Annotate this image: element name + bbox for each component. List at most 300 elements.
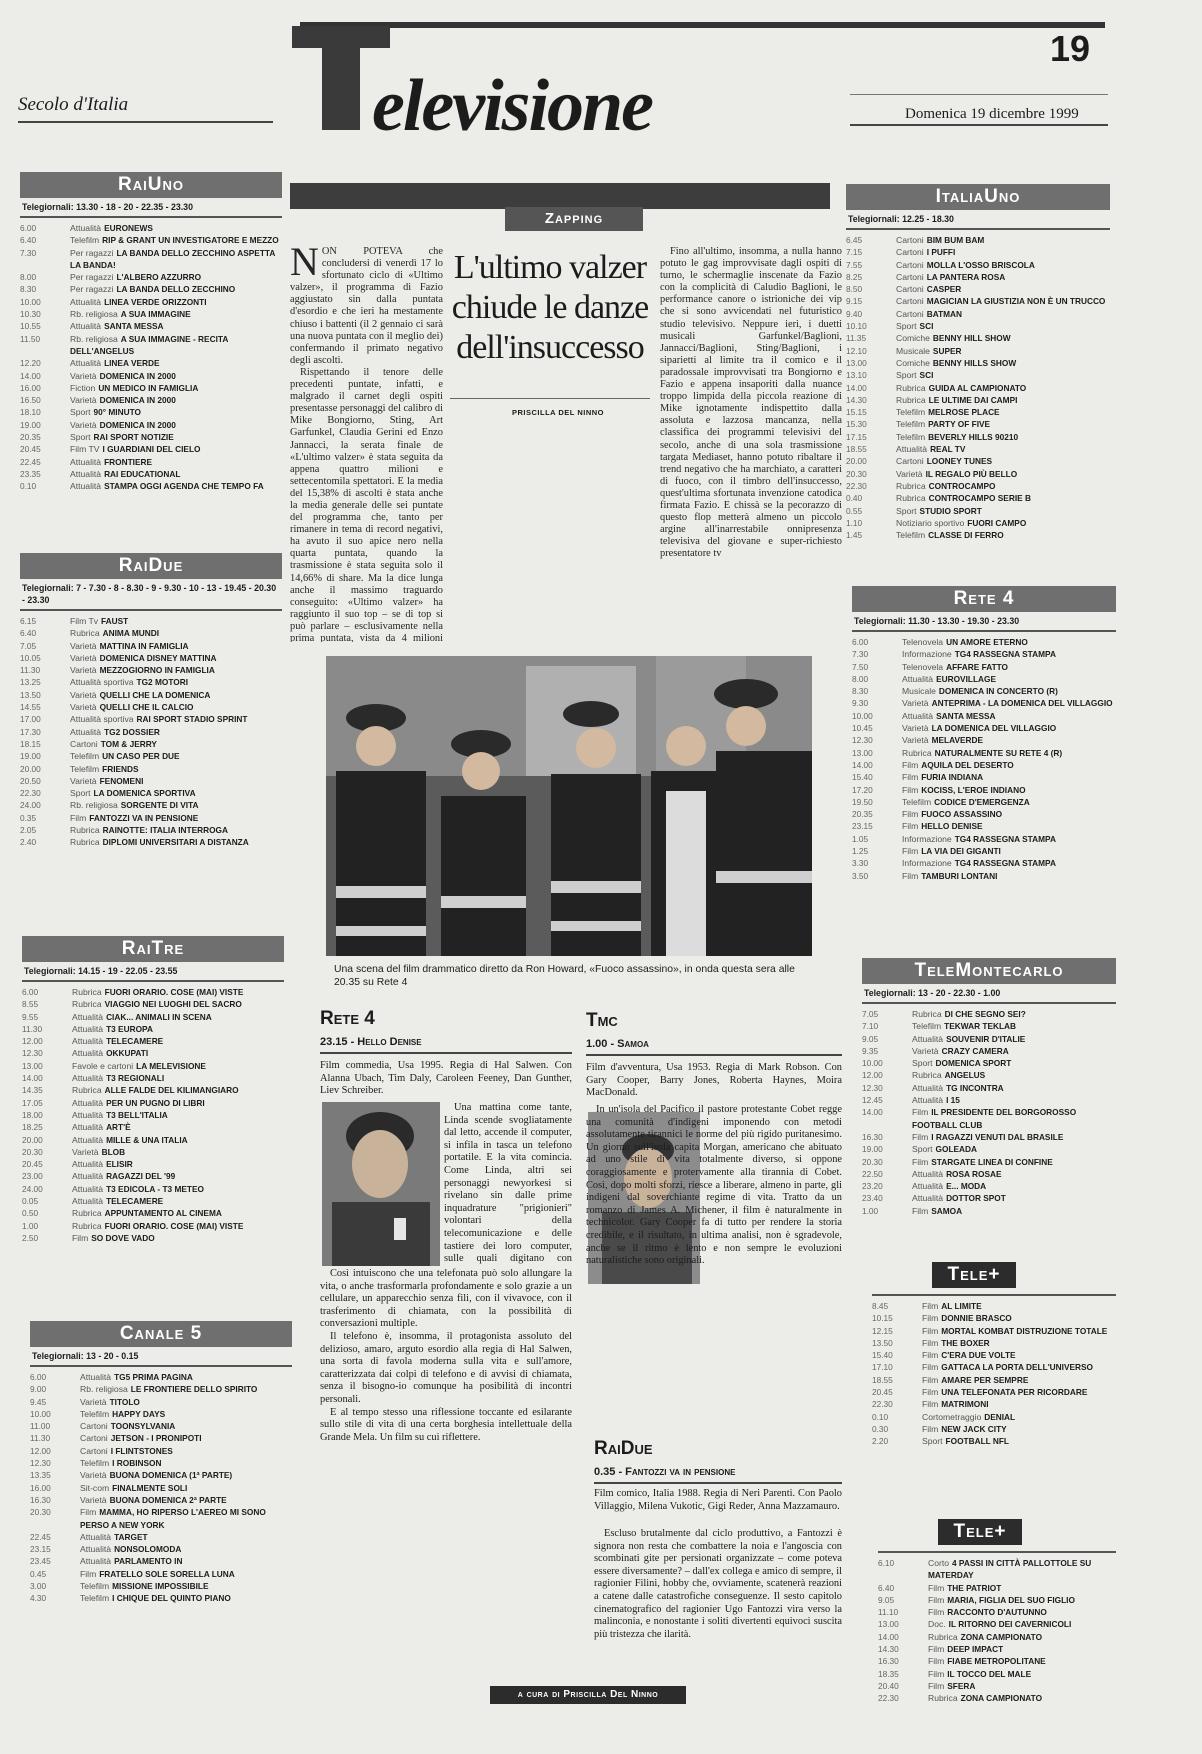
- schedule-row: [20, 763, 282, 775]
- schedule-entry: [912, 1082, 1004, 1094]
- schedule-time: 9.15: [846, 296, 863, 307]
- schedule-entry: [72, 1023, 153, 1035]
- schedule-program: CODICE D'EMERGENZA: [934, 796, 1030, 807]
- schedule-time: 10.05: [20, 652, 41, 663]
- schedule-row: [20, 419, 282, 431]
- schedule-genre: Attualità: [912, 1168, 944, 1179]
- schedule-genre: Film: [902, 846, 919, 857]
- schedule-time: 16.30: [862, 1131, 883, 1142]
- schedule-time: 10.45: [852, 723, 873, 734]
- schedule-row: [862, 1205, 1116, 1217]
- schedule-genre: Telefilm: [80, 1458, 110, 1469]
- schedule-genre: Cartoni: [80, 1421, 108, 1432]
- schedule-entry: [902, 808, 1002, 820]
- schedule-genre: Rb. religiosa: [70, 800, 118, 811]
- schedule-entry: [70, 382, 198, 394]
- schedule-row: [846, 492, 1110, 504]
- schedule-time: 13.50: [872, 1337, 893, 1348]
- schedule-genre: Film Tv: [70, 616, 99, 626]
- schedule-row: [862, 1168, 1116, 1180]
- channel-telemontecarlo: [862, 958, 1116, 1217]
- schedule-genre: Varietà: [72, 1146, 99, 1157]
- schedule-row: [878, 1631, 1116, 1643]
- schedule-genre: Cartoni: [896, 259, 924, 270]
- schedule-entry: [896, 234, 984, 246]
- schedule-genre: Attualità: [70, 468, 102, 479]
- schedule-genre: Sport: [896, 505, 917, 516]
- schedule-entry: [922, 1312, 1012, 1324]
- schedule-time: 24.00: [20, 800, 41, 811]
- schedule-genre: Film: [928, 1582, 945, 1593]
- schedule-entry: [902, 685, 1058, 697]
- schedule-entry: [80, 1457, 161, 1469]
- schedule-genre: Telefilm: [70, 751, 100, 762]
- schedule-entry: [896, 283, 961, 295]
- article-byline: PRISCILLA DEL NINNO: [511, 408, 604, 417]
- schedule-entry: [80, 1371, 193, 1383]
- channel-raiuno: [20, 172, 282, 493]
- schedule-program: IL PRESIDENTE DEL BORGOROSSO FOOTBALL CLUB: [912, 1107, 1077, 1130]
- schedule-genre: Rubrica: [70, 837, 100, 848]
- schedule-entry: [902, 759, 1014, 771]
- schedule-program: E... MODA: [946, 1181, 987, 1192]
- schedule-time: 2.20: [872, 1436, 889, 1447]
- schedule-genre: Telefilm: [80, 1408, 110, 1419]
- channel-teleplus-1: [872, 1262, 1116, 1448]
- schedule-program: IL RITORNO DEI CAVERNICOLI: [948, 1619, 1072, 1630]
- schedule-entry: [70, 480, 264, 492]
- schedule-entry: [80, 1580, 209, 1592]
- schedule-row: [846, 308, 1110, 320]
- schedule-program: HELLO DENISE: [921, 821, 983, 832]
- article-paragraph: Rispettando il tenore delle precedenti puntate, infatti, e malgrado il carnet degli ospiti presentasse personaggi del calibro di Mike Bongiorno, Sting, Art Garfunkel, Claudia Gerini ed Enzo Jannacci, la serata finale de «L'ultimo valzer» è stata seguita da appena quattro milioni e settecentomila spettatori. E la media del 15,38% di ascolti è stata anche la media generale delle sei puntate del programma che, tanto per rimanere in tema di record negativi, ha avuto il suo apice nero nella quarta puntata, quando la trasmissione è stata seguita solo il 14,66% di share. Ma la dice lunga anche il massimo traguardo conseguito: «Ultimo valzer» ha raggiunto il suo top – se di top si può parlare – esclusivamente nella prima puntata, vista da 4 milioni: [290, 366, 443, 642]
- schedule-row: [22, 1072, 284, 1084]
- schedule-program: TG5 PRIMA PAGINA: [114, 1372, 193, 1382]
- schedule-time: 8.45: [872, 1301, 889, 1311]
- schedule-program: MISSIONE IMPOSSIBILE: [112, 1581, 209, 1592]
- schedule-entry: [896, 369, 933, 381]
- schedule-row: [846, 431, 1110, 443]
- schedule-genre: Attualità: [72, 1023, 104, 1034]
- schedule-time: 6.40: [878, 1582, 895, 1593]
- schedule-time: 23.40: [862, 1193, 883, 1204]
- schedule-program: RIP & GRANT UN INVESTIGATORE E MEZZO: [102, 235, 279, 246]
- schedule-program: MARIA, FIGLIA DEL SUO FIGLIO: [947, 1594, 1075, 1605]
- schedule-entry: [896, 455, 992, 467]
- schedule-genre: Film: [72, 1232, 89, 1243]
- schedule-entry: [922, 1325, 1107, 1337]
- schedule-row: [20, 394, 282, 406]
- schedule-program: I GUARDIANI DEL CIELO: [102, 444, 201, 455]
- feature-raidue-slot: 0.35 - Fantozzi va in pensione: [594, 1466, 736, 1478]
- schedule-time: 7.30: [20, 247, 37, 258]
- schedule-time: 23.15: [30, 1544, 51, 1555]
- schedule-entry: [912, 1205, 962, 1217]
- schedule-program: RAI EDUCATIONAL: [104, 468, 181, 479]
- schedule-time: 23.20: [862, 1181, 883, 1192]
- schedule-time: 17.10: [872, 1362, 893, 1373]
- schedule-genre: Film: [912, 1205, 929, 1216]
- feature-raidue-credits: Film comico, Italia 1988. Regia di Neri Parenti. Con Paolo Villaggio, Milena Vukotic, Gigi Reder, Anna Mazzamauro.: [594, 1488, 842, 1512]
- schedule-genre: Varietà: [70, 370, 97, 381]
- schedule-entry: [70, 443, 200, 455]
- schedule-program: UN MEDICO IN FAMIGLIA: [98, 382, 199, 393]
- schedule-genre: Corto: [928, 1558, 950, 1568]
- schedule-program: T3 BELL'ITALIA: [106, 1109, 168, 1120]
- schedule-entry: [80, 1469, 232, 1481]
- schedule-genre: Attualità: [72, 1122, 104, 1133]
- schedule-entry: [70, 357, 160, 369]
- schedule-program: FRIENDS: [102, 763, 139, 774]
- schedule-row: [20, 222, 282, 234]
- schedule-program: LA BANDA DELLO ZECCHINO ASPETTA LA BANDA!: [70, 247, 276, 270]
- schedule-genre: Informazione: [902, 649, 952, 660]
- schedule-entry: [70, 738, 157, 750]
- schedule-genre: Rubrica: [928, 1631, 958, 1642]
- schedule-program: UN CASO PER DUE: [102, 751, 180, 762]
- schedule-time: 13.00: [846, 357, 867, 368]
- paper-name: Secolo d'Italia: [18, 94, 129, 115]
- schedule-genre: Varietà: [70, 395, 97, 406]
- news-times: Telegiornali: 13 - 20 - 0.15: [32, 1351, 139, 1361]
- schedule-genre: Attualità: [902, 673, 934, 684]
- schedule-entry: [70, 701, 193, 713]
- schedule-entry: [72, 1232, 155, 1244]
- schedule-entry: [70, 640, 189, 652]
- schedule-program: JETSON - I PRONIPOTI: [110, 1433, 202, 1444]
- schedule-time: 17.20: [852, 784, 873, 795]
- schedule-row: [878, 1680, 1116, 1692]
- schedule-entry: [902, 784, 1026, 796]
- schedule-entry: [896, 443, 965, 455]
- schedule-genre: Attualità: [80, 1556, 112, 1567]
- schedule-time: 12.30: [22, 1048, 43, 1059]
- schedule-time: 6.00: [852, 637, 869, 647]
- schedule-row: [22, 1183, 284, 1195]
- schedule-entry: [902, 697, 1113, 709]
- schedule-time: 12.00: [862, 1070, 883, 1081]
- schedule-program: CONTROCAMPO: [928, 480, 996, 491]
- schedule-genre: Varietà: [80, 1470, 107, 1481]
- schedule-genre: Per ragazzi: [70, 284, 114, 295]
- schedule-row: [852, 722, 1116, 734]
- schedule-time: 13.50: [20, 689, 41, 700]
- schedule-entry: [70, 763, 139, 775]
- schedule-program: FRONTIERE: [104, 456, 153, 467]
- schedule-row: [20, 308, 282, 320]
- schedule-genre: Attualità: [912, 1095, 944, 1106]
- schedule-row: [30, 1408, 292, 1420]
- schedule-time: 16.30: [878, 1656, 899, 1667]
- schedule-genre: Attualità sportiva: [70, 714, 134, 725]
- schedule-row: [872, 1337, 1116, 1349]
- schedule-row: [862, 1106, 1116, 1131]
- schedule-program: TG4 RASSEGNA STAMPA: [954, 649, 1056, 660]
- schedule-genre: Rb. religiosa: [70, 309, 118, 320]
- schedule-row: [852, 734, 1116, 746]
- schedule-entry: [896, 332, 1011, 344]
- schedule-row: [30, 1592, 292, 1604]
- schedule-program: TELECAMERE: [106, 1196, 164, 1207]
- schedule-entry: [70, 406, 141, 418]
- schedule-row: [20, 456, 282, 468]
- schedule-time: 20.40: [878, 1680, 899, 1691]
- schedule-time: 14.00: [22, 1073, 43, 1084]
- schedule-program: FUOCO ASSASSINO: [921, 809, 1003, 820]
- schedule-program: HAPPY DAYS: [112, 1408, 166, 1419]
- schedule-program: I CHIQUE DEL QUINTO PIANO: [112, 1593, 231, 1604]
- schedule-time: 8.00: [852, 673, 869, 684]
- schedule-time: 6.40: [20, 628, 37, 639]
- schedule-genre: Film: [928, 1656, 945, 1667]
- schedule-genre: Comiche: [896, 333, 930, 344]
- schedule-row: [878, 1557, 1116, 1582]
- feature-rete4-credits: Film commedia, Usa 1995. Regia di Hal Salwen. Con Alanna Ubach, Tim Daly, Caroleen Feeney, Dan Gunther, Liev Schreiber.: [320, 1060, 572, 1097]
- schedule-program: OKKUPATI: [106, 1048, 149, 1059]
- schedule-entry: [72, 998, 242, 1010]
- schedule-row: [22, 1158, 284, 1170]
- schedule-list: [852, 636, 1116, 882]
- schedule-row: [878, 1668, 1116, 1680]
- schedule-time: 7.30: [852, 649, 869, 660]
- schedule-program: TOONSYLVANIA: [110, 1421, 176, 1432]
- schedule-program: A SUA IMMAGINE - RECITA DELL'ANGELUS: [70, 333, 229, 356]
- schedule-program: CIAK... ANIMALI IN SCENA: [106, 1011, 212, 1022]
- schedule-row: [20, 406, 282, 418]
- schedule-row: [22, 1195, 284, 1207]
- schedule-program: FIABE METROPOLITANE: [947, 1656, 1046, 1667]
- schedule-row: [20, 738, 282, 750]
- channel-title: Tele+: [932, 1262, 1016, 1288]
- schedule-time: 9.55: [22, 1011, 39, 1022]
- schedule-time: 13.00: [22, 1060, 43, 1071]
- schedule-program: VIAGGIO NEI LUOGHI DEL SACRO: [104, 999, 242, 1010]
- schedule-entry: [70, 394, 176, 406]
- schedule-genre: Varietà: [912, 1045, 939, 1056]
- schedule-genre: Film: [80, 1568, 97, 1579]
- feature-raidue-channel: RaiDue: [594, 1438, 653, 1459]
- channel-title: RaiDue: [20, 553, 282, 579]
- schedule-row: [22, 1121, 284, 1133]
- schedule-genre: Varietà: [70, 419, 97, 430]
- schedule-row: [20, 664, 282, 676]
- schedule-time: 8.55: [22, 999, 39, 1010]
- schedule-genre: Attualità: [72, 1036, 104, 1047]
- schedule-row: [862, 1057, 1116, 1069]
- schedule-genre: Attualità: [72, 1183, 104, 1194]
- schedule-entry: [902, 710, 996, 722]
- schedule-genre: Rubrica: [70, 825, 100, 836]
- schedule-entry: [922, 1423, 1007, 1435]
- schedule-entry: [902, 673, 996, 685]
- schedule-program: DOMENICA IN 2000: [99, 395, 176, 406]
- schedule-row: [20, 787, 282, 799]
- schedule-program: SO DOVE VADO: [91, 1232, 155, 1243]
- schedule-program: DI CHE SEGNO SEI?: [944, 1009, 1026, 1019]
- schedule-time: 14.35: [22, 1085, 43, 1096]
- schedule-program: IL TOCCO DEL MALE: [947, 1668, 1032, 1679]
- schedule-time: 13.10: [846, 370, 867, 381]
- schedule-time: 14.30: [846, 394, 867, 405]
- schedule-genre: Film: [922, 1325, 939, 1336]
- schedule-genre: Attualità: [80, 1544, 112, 1555]
- schedule-time: 7.10: [862, 1021, 879, 1032]
- schedule-program: GOLEADA: [935, 1144, 978, 1155]
- schedule-genre: Per ragazzi: [70, 272, 114, 283]
- schedule-genre: Rubrica: [896, 382, 926, 393]
- schedule-entry: [70, 247, 282, 272]
- schedule-genre: Film: [922, 1387, 939, 1398]
- schedule-time: 23.00: [22, 1171, 43, 1182]
- schedule-program: AFFARE FATTO: [946, 661, 1009, 672]
- schedule-time: 7.05: [862, 1009, 879, 1019]
- schedule-program: AL LIMITE: [941, 1301, 982, 1311]
- schedule-entry: [80, 1494, 227, 1506]
- schedule-time: 11.30: [20, 665, 41, 676]
- schedule-time: 13.35: [30, 1470, 51, 1481]
- schedule-genre: Film: [922, 1399, 939, 1410]
- schedule-row: [852, 808, 1116, 820]
- schedule-time: 10.10: [846, 321, 867, 332]
- schedule-entry: [922, 1374, 1028, 1386]
- schedule-row: [846, 517, 1110, 529]
- schedule-row: [846, 295, 1110, 307]
- schedule-row: [846, 443, 1110, 455]
- article-column-3: [660, 246, 842, 642]
- schedule-time: 7.50: [852, 661, 869, 672]
- channel-rete4: [852, 586, 1116, 882]
- schedule-program: EUROVILLAGE: [936, 673, 996, 684]
- schedule-row: [872, 1411, 1116, 1423]
- schedule-row: [22, 1060, 284, 1072]
- schedule-entry: [72, 1207, 222, 1219]
- schedule-time: 0.35: [20, 812, 37, 823]
- schedule-program: FAUST: [101, 616, 129, 626]
- news-times: Telegiornali: 7 - 7.30 - 8 - 8.30 - 9 - 9.30 - 10 - 13 - 19.45 - 20.30 - 23.30: [22, 583, 277, 605]
- schedule-row: [22, 1207, 284, 1219]
- schedule-genre: Attualità sportiva: [70, 677, 134, 688]
- schedule-row: [20, 726, 282, 738]
- schedule-entry: [896, 406, 1000, 418]
- schedule-entry: [912, 1033, 1025, 1045]
- schedule-row: [852, 710, 1116, 722]
- schedule-entry: [922, 1411, 1015, 1423]
- schedule-genre: Varietà: [70, 640, 97, 651]
- schedule-entry: [912, 1020, 1016, 1032]
- schedule-entry: [896, 480, 995, 492]
- schedule-program: I ROBINSON: [112, 1458, 162, 1469]
- schedule-genre: Cartoni: [70, 738, 98, 749]
- schedule-entry: [70, 713, 247, 725]
- channel-raidue: [20, 553, 282, 849]
- schedule-time: 7.55: [846, 259, 863, 270]
- schedule-time: 15.40: [872, 1350, 893, 1361]
- schedule-entry: [70, 271, 201, 283]
- schedule-entry: [70, 419, 176, 431]
- schedule-genre: Film: [922, 1350, 939, 1361]
- schedule-row: [852, 796, 1116, 808]
- schedule-entry: [922, 1337, 990, 1349]
- news-times: Telegiornali: 11.30 - 13.30 - 19.30 - 23.30: [854, 616, 1020, 626]
- schedule-entry: [70, 370, 176, 382]
- schedule-row: [872, 1398, 1116, 1410]
- schedule-genre: Attualità: [70, 223, 102, 233]
- schedule-program: FUORI CAMPO: [967, 517, 1027, 528]
- schedule-entry: [896, 320, 933, 332]
- schedule-time: 17.30: [20, 726, 41, 737]
- zapping-bar: [290, 183, 830, 209]
- schedule-entry: [70, 456, 152, 468]
- schedule-time: 18.55: [846, 444, 867, 455]
- schedule-row: [846, 369, 1110, 381]
- schedule-program: SANTA MESSA: [936, 710, 996, 721]
- schedule-time: 15.15: [846, 407, 867, 418]
- schedule-entry: [902, 845, 1001, 857]
- channel-raitre: [22, 936, 284, 1244]
- schedule-genre: Telefilm: [80, 1593, 110, 1604]
- schedule-entry: [72, 1097, 205, 1109]
- feature-rete4-story: Una mattina come tante, Linda scende svogliatamente dal letto, accende il computer, si infila in tasca un telefono portatile. E la vita comincia. Come Linda, altri sei personaggi newyorkesi si rivelano sin dalle prime inquadrature "prigionieri" volontari della telecomunicazione e delle tastiere dei loro computer, sulle quali digitano con: [444, 1102, 572, 1265]
- schedule-program: NEW JACK CITY: [941, 1423, 1007, 1434]
- schedule-row: [852, 636, 1116, 648]
- schedule-program: A SUA IMMAGINE: [120, 309, 191, 320]
- schedule-genre: Telefilm: [70, 763, 100, 774]
- schedule-genre: Varietà: [70, 652, 97, 663]
- schedule-row: [22, 1097, 284, 1109]
- schedule-entry: [70, 750, 180, 762]
- schedule-time: 12.15: [872, 1325, 893, 1336]
- schedule-genre: Notiziario sportivo: [896, 517, 965, 528]
- schedule-entry: [72, 1035, 163, 1047]
- schedule-program: PARLAMENTO IN: [114, 1556, 183, 1567]
- schedule-row: [20, 627, 282, 639]
- schedule-program: L'ALBERO AZZURRO: [116, 272, 202, 283]
- schedule-entry: [912, 1156, 1053, 1168]
- schedule-time: 0.10: [20, 481, 37, 492]
- schedule-genre: Attualità: [70, 481, 102, 492]
- schedule-time: 6.00: [30, 1372, 47, 1382]
- schedule-row: [862, 1180, 1116, 1192]
- schedule-list: [30, 1371, 292, 1605]
- schedule-entry: [912, 1106, 1116, 1131]
- schedule-row: [852, 857, 1116, 869]
- channel-title: Tele+: [938, 1519, 1022, 1545]
- schedule-time: 20.30: [862, 1156, 883, 1167]
- schedule-entry: [896, 308, 962, 320]
- schedule-row: [846, 480, 1110, 492]
- schedule-program: RACCONTO D'AUTUNNO: [947, 1607, 1047, 1618]
- schedule-genre: Telefilm: [70, 235, 100, 246]
- schedule-program: FENOMENI: [99, 775, 144, 786]
- schedule-entry: [928, 1594, 1075, 1606]
- schedule-time: 0.50: [22, 1208, 39, 1219]
- schedule-entry: [80, 1592, 231, 1604]
- schedule-entry: [72, 1072, 164, 1084]
- news-times: Telegiornali: 14.15 - 19 - 22.05 - 23.55: [24, 966, 178, 976]
- schedule-time: 9.30: [852, 698, 869, 709]
- schedule-row: [878, 1692, 1116, 1704]
- schedule-row: [22, 1047, 284, 1059]
- schedule-time: 22.30: [846, 480, 867, 491]
- schedule-genre: Attualità: [912, 1181, 944, 1192]
- schedule-genre: Film: [70, 812, 87, 823]
- schedule-entry: [70, 726, 160, 738]
- schedule-row: [20, 676, 282, 688]
- schedule-genre: Attualità: [72, 1109, 104, 1120]
- schedule-genre: Attualità: [72, 1159, 104, 1170]
- schedule-entry: [80, 1568, 235, 1580]
- schedule-genre: Rb. religiosa: [70, 333, 118, 344]
